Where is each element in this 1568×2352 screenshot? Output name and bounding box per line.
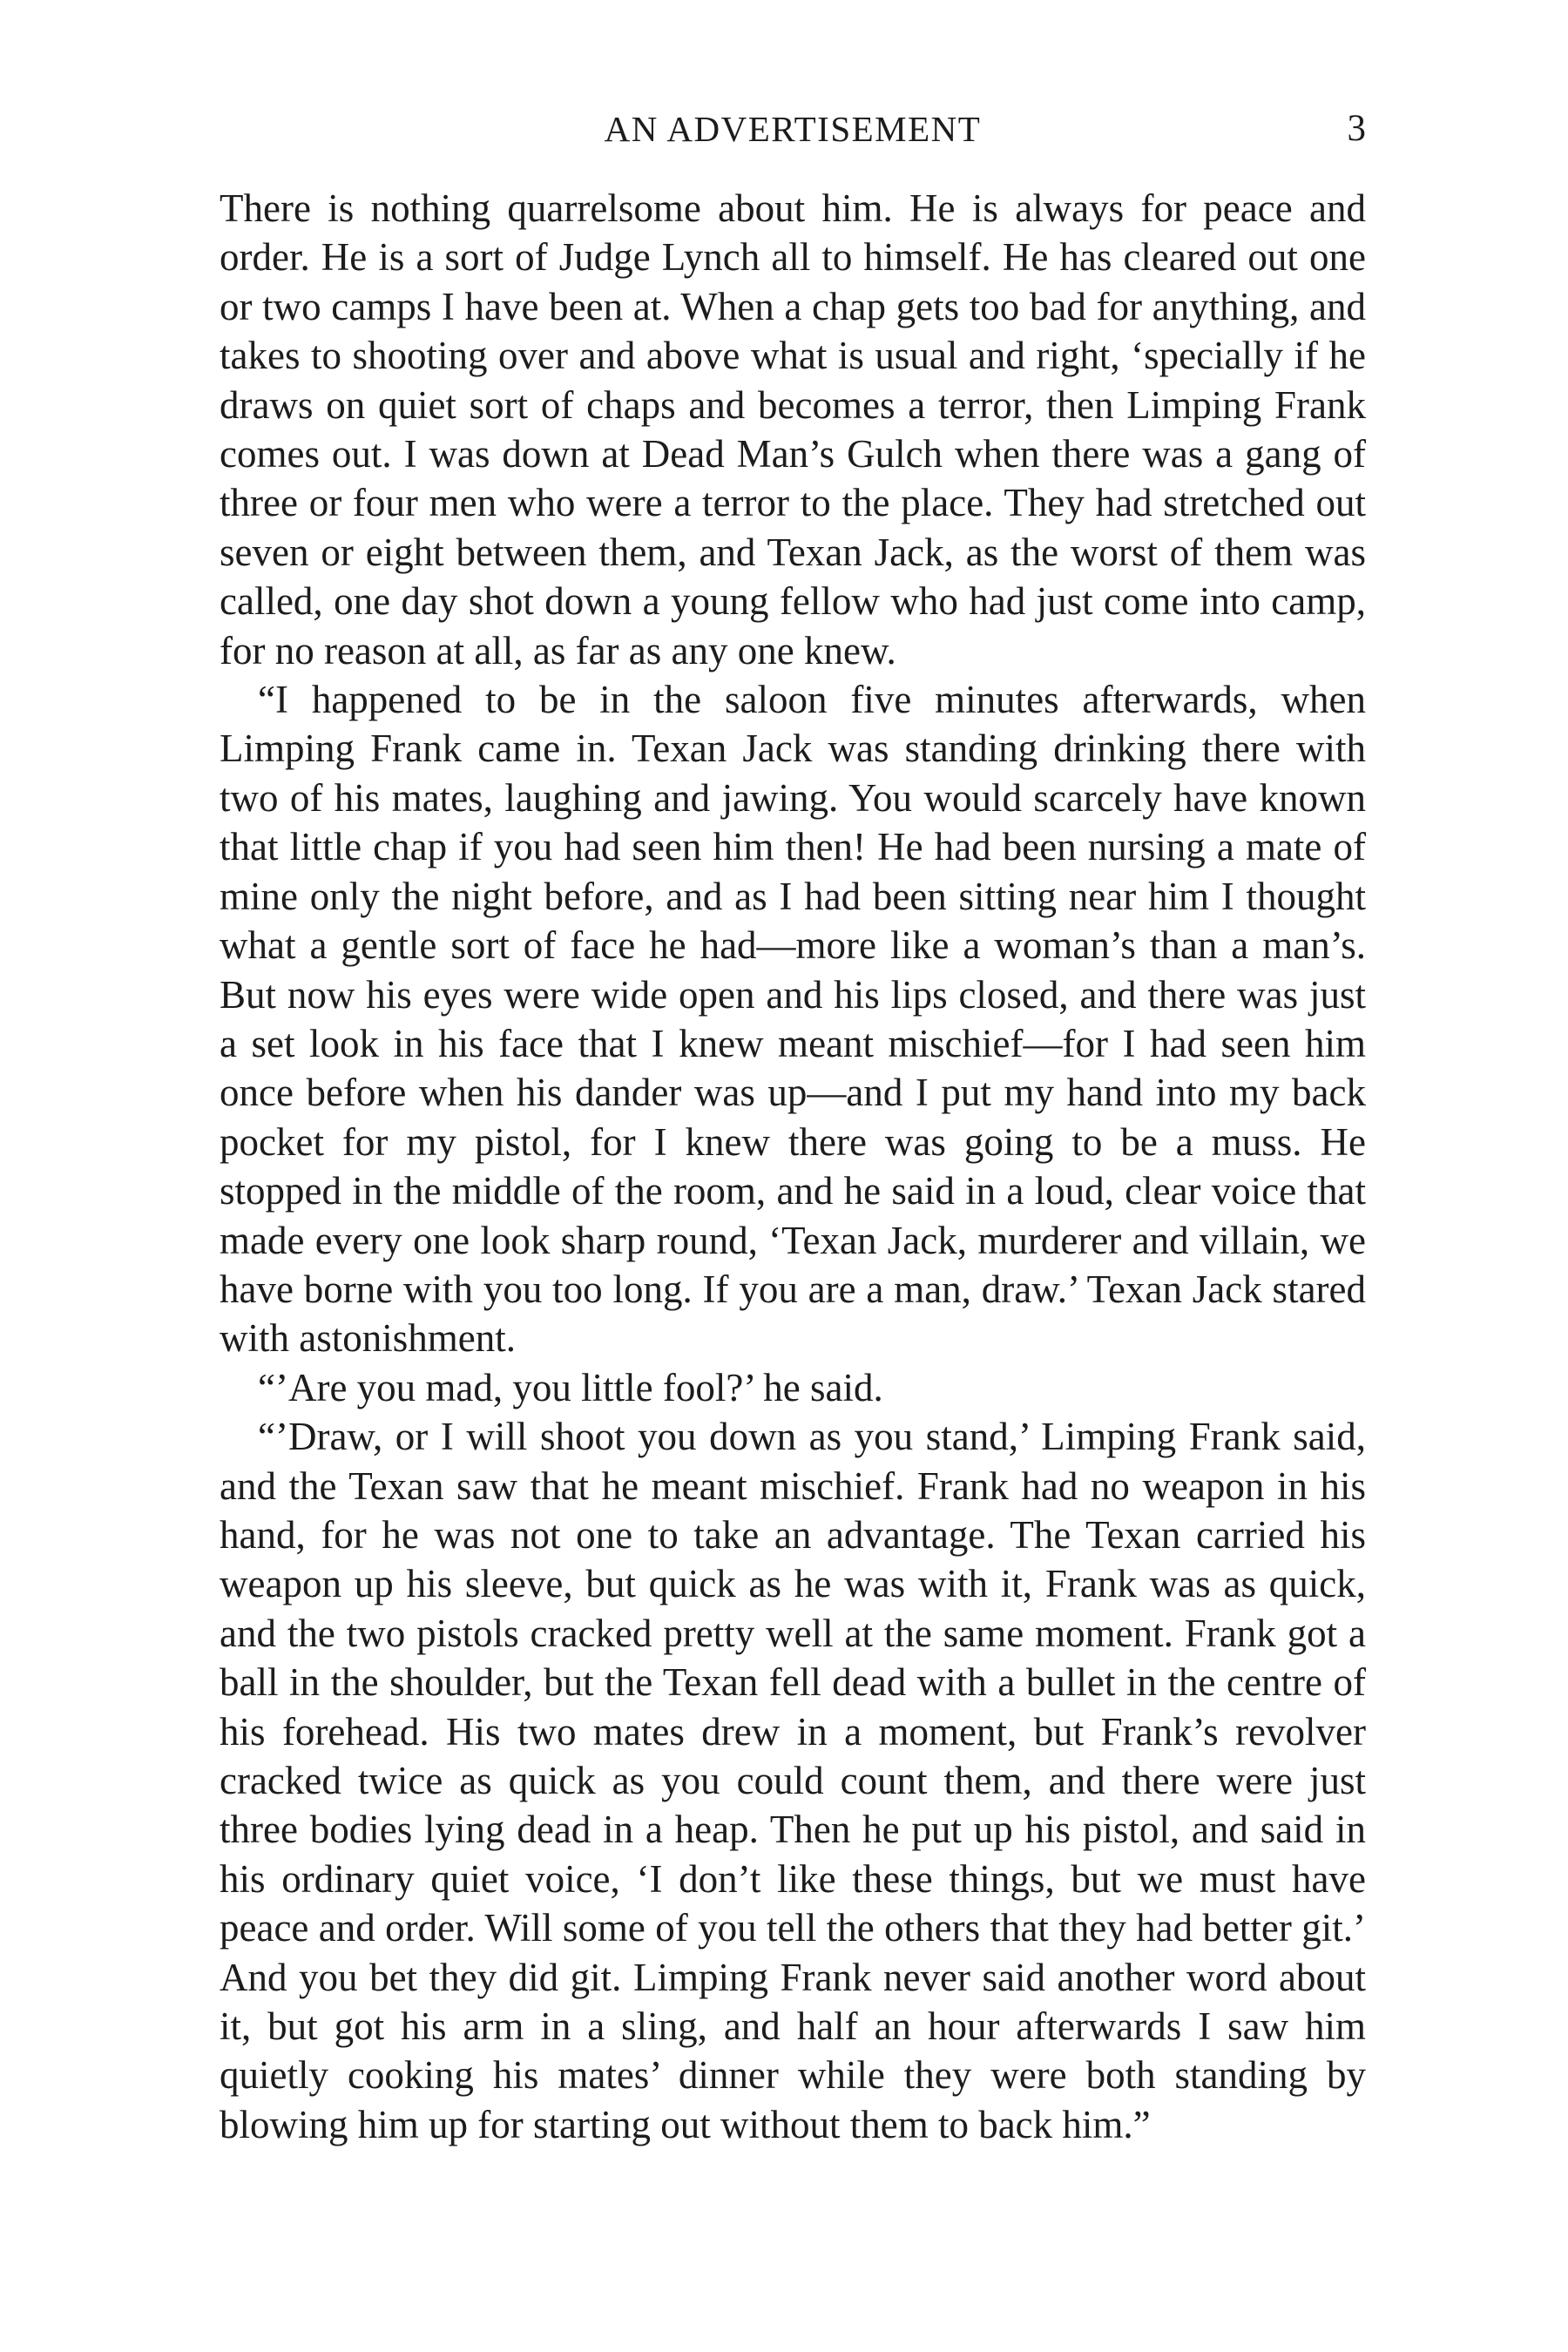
- paragraph-4: “’Draw, or I will shoot you down as you stand,’ Limping Frank said, and the Texan saw that he meant mischief. Frank had no weapon in his hand, for he was not one to take an advantage. The Texan carried his weapon up his sleeve, but quick as he was with it, Frank was as quick, and the two pistols cracked pretty well at the same moment. Frank got a ball in the shoulder, but the Texan fell dead with a bullet in the centre of his forehead. His two mates drew in a moment, but Frank’s revolver cracked twice as quick as you could count them, and there were just three bodies lying dead in a heap. Then he put up his pistol, and said in his ordinary quiet voice, ‘I don’t like these things, but we must have peace and order. Will some of you tell the others that they had better git.’ And you bet they did git. Limping Frank never said another word about it, but got his arm in a sling, and half an hour afterwards I saw him quietly cooking his mates’ dinner while they were both standing by blowing him up for starting out without them to back him.”: [220, 1415, 1366, 2146]
- body-text: [220, 184, 1366, 2149]
- chapter-title: AN ADVERTISEMENT: [604, 109, 982, 149]
- paragraph-1: There is nothing quarrelsome about him. He is always for peace and order. He is a sort of Judge Lynch all to himself. He has cleared out one or two camps I have been at. When a chap gets too bad for anything, and takes to shooting over and above what is usual and right, ‘specially if he draws on quiet sort of chaps and becomes a terror, then Limping Frank comes out. I was down at Dead Man’s Gulch when there was a gang of three or four men who were a terror to the place. They had stretched out seven or eight between them, and Texan Jack, as the worst of them was called, one day shot down a young fellow who had just come into camp, for no reason at all, as far as any one knew.: [220, 186, 1366, 672]
- running-head: [220, 103, 1366, 155]
- paragraph-3: “’Are you mad, you little fool?’ he said.: [258, 1365, 883, 1409]
- page-number: 3: [1347, 108, 1366, 149]
- paragraph-2: “I happened to be in the saloon five minutes afterwards, when Limping Frank came in. Texan Jack was standing drinking there with two of his mates, laughing and jawing. You would scarcely have known that little chap if you had seen him then! He had been nursing a mate of mine only the night before, and as I had been sitting near him I thought what a gentle sort of face he had—more like a woman’s than a man’s. But now his eyes were wide open and his lips closed, and there was just a set look in his face that I knew meant mischief—for I had seen him once before when his dander was up—and I put my hand into my back pocket for my pistol, for I knew there was going to be a muss. He stopped in the middle of the room, and he said in a loud, clear voice that made every one look sharp round, ‘Texan Jack, murderer and villain, we have borne with you too long. If you are a man, draw.’ Texan Jack stared with astonishment.: [220, 678, 1366, 1361]
